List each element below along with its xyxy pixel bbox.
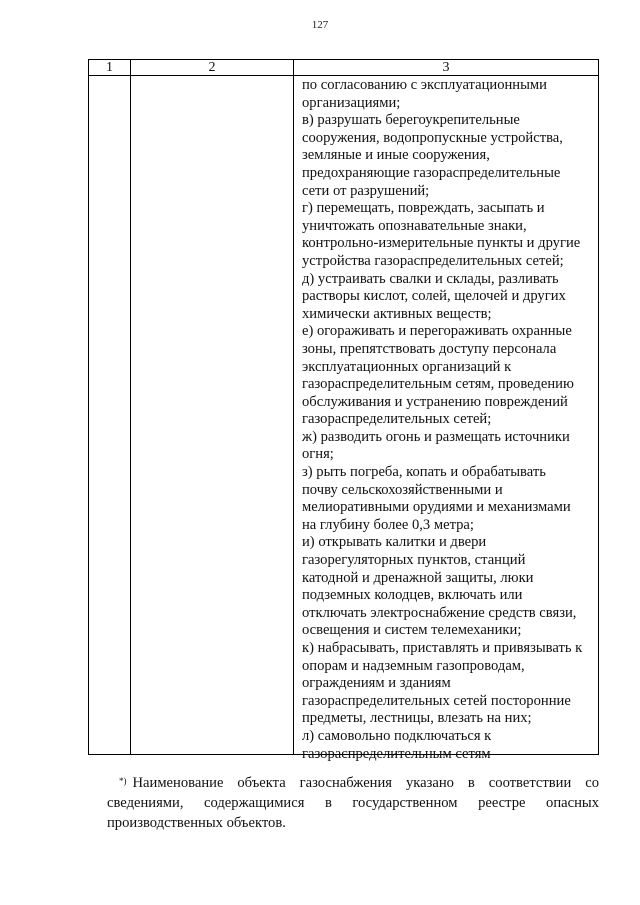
text-line: газораспределительным сетям, проведению xyxy=(302,376,574,393)
column-header-1: 1 xyxy=(89,60,131,76)
text-line: по согласованию с эксплуатационными xyxy=(302,77,547,93)
text-line: газораспределительным сетям xyxy=(302,745,491,762)
text-line: е) огораживать и перегораживать охранные xyxy=(302,323,572,340)
text-line: отключать электроснабжение средств связи, xyxy=(302,604,577,621)
prohibitions-text xyxy=(294,76,598,762)
text-line: ж) разводить огонь и размещать источники xyxy=(302,428,570,445)
footnote xyxy=(107,773,599,833)
table-cell-column-3 xyxy=(294,76,599,762)
text-line: эксплуатационных организаций к xyxy=(302,358,512,375)
text-line: опорам и надземным газопроводам, xyxy=(302,657,525,674)
table-cell-column-2 xyxy=(131,76,294,755)
footnote-line-text: Наименование объекта газоснабжения указано в соответствии со xyxy=(132,775,599,791)
text-line: в) разрушать берегоукрепительные xyxy=(302,112,520,129)
footnote-line xyxy=(107,773,599,793)
text-line: сети от разрушений; xyxy=(302,182,430,199)
text-line: предметы, лестницы, влезать на них; xyxy=(302,710,532,727)
text-line: катодной и дренажной защиты, люки xyxy=(302,569,534,586)
footnote-line: сведениями, содержащимися в государственном реестре опасных xyxy=(107,795,599,811)
text-line: сооружения, водопропускные устройства, xyxy=(302,129,563,146)
text-line: газораспределительных сетей посторонние xyxy=(302,692,571,709)
text-line: газораспределительных сетей; xyxy=(302,411,492,428)
text-line: почву сельскохозяйственными и xyxy=(302,481,503,498)
table-cell-column-1 xyxy=(89,76,131,755)
text-line: земляные и иные сооружения, xyxy=(302,147,490,164)
text-line: растворы кислот, солей, щелочей и других xyxy=(302,288,566,305)
text-line: обслуживания и устранению повреждений xyxy=(302,393,568,410)
text-line: к) набрасывать, приставлять и привязывать к xyxy=(302,640,583,656)
text-line: и) открывать калитки и двери xyxy=(302,534,487,551)
footnote-marker: *) xyxy=(119,776,127,786)
text-line: г) перемещать, повреждать, засыпать и xyxy=(302,200,545,217)
document-table xyxy=(88,59,599,762)
page-number: 127 xyxy=(311,19,329,31)
column-header-2: 2 xyxy=(131,60,294,76)
text-line: уничтожать опознавательные знаки, xyxy=(302,217,527,234)
text-line: на глубину более 0,3 метра; xyxy=(302,516,474,533)
text-line: предохраняющие газораспределительные xyxy=(302,164,561,181)
text-line: подземных колодцев, включать или xyxy=(302,587,523,604)
text-line: освещения и систем телемеханики; xyxy=(302,622,522,639)
text-line: з) рыть погреба, копать и обрабатывать xyxy=(302,464,546,481)
text-line: д) устраивать свалки и склады, разливать xyxy=(302,270,559,287)
table-header-row xyxy=(89,60,599,76)
text-line: контрольно-измерительные пункты и другие xyxy=(302,235,581,252)
footnote-line: производственных объектов. xyxy=(107,815,286,831)
text-line: устройства газораспределительных сетей; xyxy=(302,252,564,269)
table-row xyxy=(89,76,599,755)
text-line: организациями; xyxy=(302,94,401,111)
text-line: зоны, препятствовать доступу персонала xyxy=(302,340,557,357)
text-line: л) самовольно подключаться к xyxy=(302,727,492,744)
text-line: ограждениям и зданиям xyxy=(302,675,451,692)
column-header-3: 3 xyxy=(294,60,599,76)
text-line: химически активных веществ; xyxy=(302,305,492,322)
text-line: газорегуляторных пунктов, станций xyxy=(302,552,526,569)
text-line: огня; xyxy=(302,446,334,463)
text-line: мелиоративными орудиями и механизмами xyxy=(302,499,571,516)
